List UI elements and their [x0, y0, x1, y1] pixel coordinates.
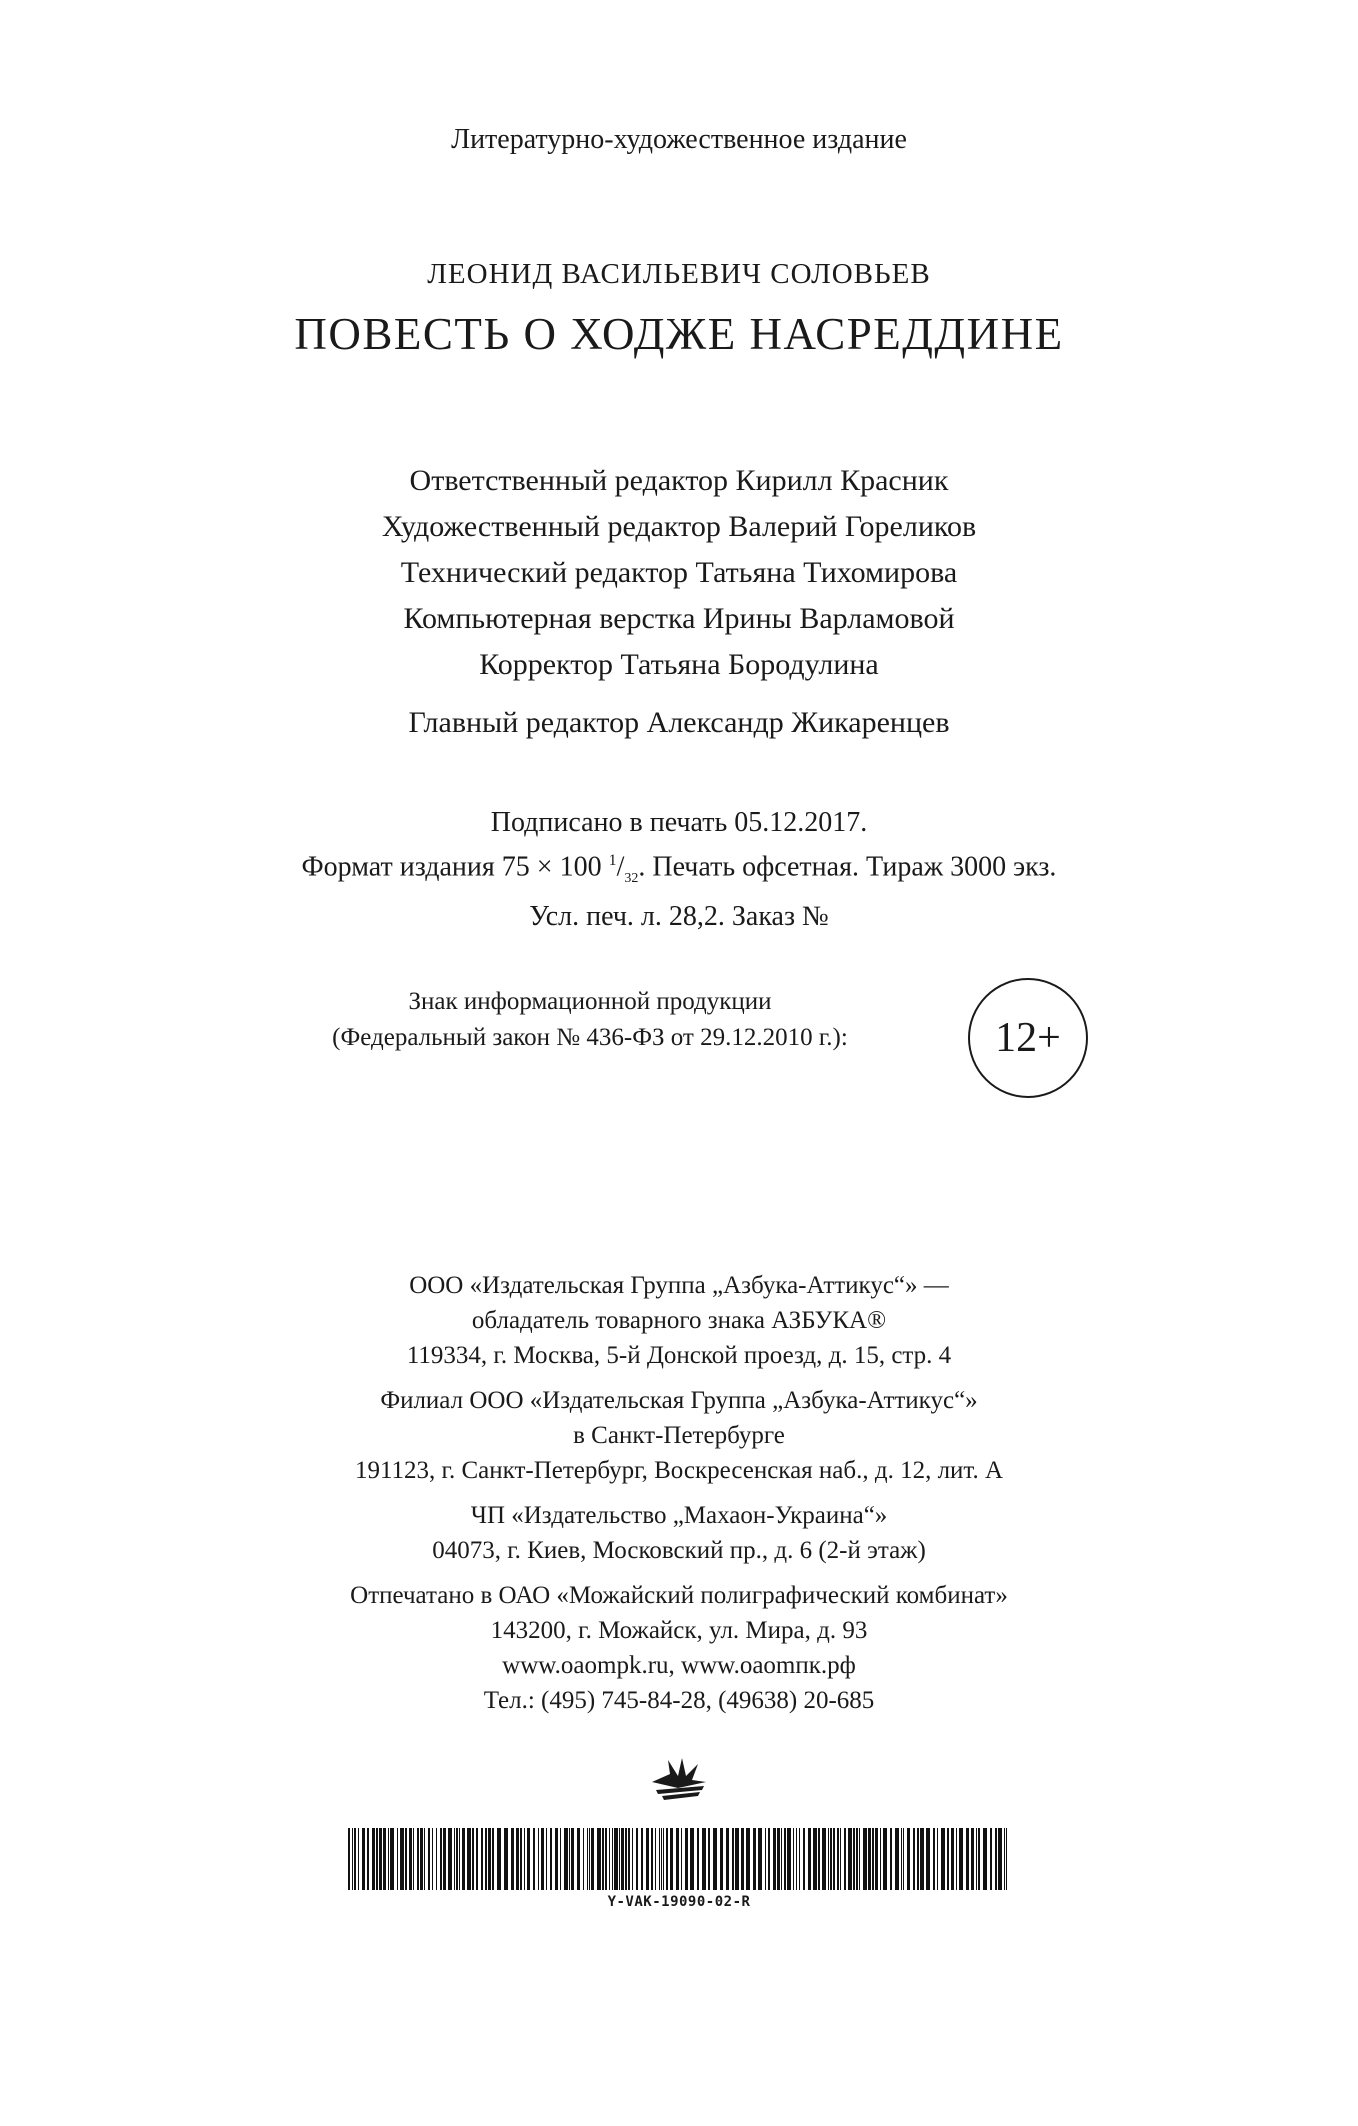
barcode-bar: [868, 1828, 871, 1890]
signed-to-print: Подписано в печать 05.12.2017.: [490, 807, 868, 838]
barcode-bar: [890, 1828, 892, 1890]
barcode-bar: [690, 1828, 694, 1890]
publisher-line: обладатель товарного знака АЗБУКА®: [471, 1307, 887, 1334]
format-denominator: 32: [624, 870, 639, 886]
barcode-bar: [467, 1828, 471, 1890]
barcode-bar: [830, 1828, 832, 1890]
barcode-bar: [538, 1828, 539, 1890]
edition-type: Литературно-художественное издание: [451, 124, 907, 155]
barcode-bar: [971, 1828, 974, 1890]
barcode-bar: [903, 1828, 904, 1890]
barcode-bar: [533, 1828, 535, 1890]
barcode-bar: [659, 1828, 660, 1890]
barcode-bar: [571, 1828, 574, 1890]
printer-line: 143200, г. Можайск, ул. Мира, д. 93: [490, 1617, 868, 1644]
barcode-bar: [405, 1828, 407, 1890]
barcode-bar: [354, 1828, 356, 1890]
barcode-bar: [685, 1828, 688, 1890]
staff-line: Художественный редактор Валерий Гореликов: [381, 510, 977, 543]
staff-line: Корректор Татьяна Бородулина: [479, 648, 879, 681]
barcode-bar: [799, 1828, 800, 1890]
barcode-bar: [998, 1828, 1002, 1890]
barcode-bar: [504, 1828, 508, 1890]
barcode-bar: [614, 1828, 618, 1890]
barcode-bar: [853, 1828, 855, 1890]
barcode-bar: [670, 1828, 673, 1890]
barcode-bar: [758, 1828, 762, 1890]
barcode-bar: [459, 1828, 460, 1890]
barcode-bar: [697, 1828, 699, 1890]
barcode-bar: [376, 1828, 378, 1890]
barcode-bar: [732, 1828, 734, 1890]
print-info: [0, 804, 1358, 936]
barcode-bar: [432, 1828, 433, 1890]
barcode-bar: [597, 1828, 601, 1890]
staff-line: Технический редактор Татьяна Тихомирова: [400, 556, 958, 589]
barcode-bar: [787, 1828, 791, 1890]
barcode-bar: [440, 1828, 442, 1890]
barcode-bar: [746, 1828, 750, 1890]
barcode-bar: [828, 1828, 829, 1890]
publisher-line: Филиал ООО «Издательская Группа „Азбука-Аттикус“»: [380, 1387, 978, 1414]
barcode-bar: [352, 1828, 353, 1890]
barcode-bar: [397, 1828, 398, 1890]
barcode-bar: [666, 1828, 668, 1890]
barcode-bar: [428, 1828, 430, 1890]
barcode-bar: [577, 1828, 580, 1890]
barcode-bar: [813, 1828, 817, 1890]
barcode-bar: [417, 1828, 419, 1890]
barcode-bar: [621, 1828, 624, 1890]
barcode-bar: [777, 1828, 780, 1890]
barcode-bar: [920, 1828, 924, 1890]
barcode-bar: [541, 1828, 544, 1890]
barcode-bar: [913, 1828, 915, 1890]
barcode-bar: [837, 1828, 839, 1890]
barcode-bar: [803, 1828, 805, 1890]
barcode-bar: [872, 1828, 874, 1890]
barcode-bar: [959, 1828, 963, 1890]
barcode-bar: [990, 1828, 992, 1890]
barcode-bar: [362, 1828, 365, 1890]
barcode-bar: [520, 1828, 522, 1890]
barcode-bar: [863, 1828, 867, 1890]
barcode-bar: [995, 1828, 997, 1890]
barcode-label: Y-VAK-19090-02-R: [607, 1894, 751, 1910]
barcode-bar: [583, 1828, 584, 1890]
barcode-bar: [844, 1828, 846, 1890]
barcode-bar: [895, 1828, 899, 1890]
barcode-bar: [741, 1828, 744, 1890]
barcode-bar: [372, 1828, 375, 1890]
barcode-bar: [472, 1828, 474, 1890]
barcode-bar: [796, 1828, 797, 1890]
barcode-bar: [636, 1828, 638, 1890]
barcode-bar: [646, 1828, 649, 1890]
barcode-bar: [713, 1828, 717, 1890]
barcode-bar: [625, 1828, 627, 1890]
barcode-bar: [560, 1828, 561, 1890]
barcode-bar: [383, 1828, 386, 1890]
barcode-bar: [454, 1828, 455, 1890]
barcode-bar: [808, 1828, 811, 1890]
info-product-label: Знак информационной продукции: [408, 988, 772, 1015]
format-line: Формат издания 75 × 100 $^1/_{32}$. Печать офсетная. Тираж 3000 экз.: [301, 851, 1057, 886]
barcode-bar: [883, 1828, 887, 1890]
barcode-bar: [655, 1828, 656, 1890]
barcode-bar: [933, 1828, 935, 1890]
barcode-bar: [901, 1828, 902, 1890]
barcode-bar: [589, 1828, 590, 1890]
barcode-bar: [773, 1828, 776, 1890]
barcode-bar: [768, 1828, 770, 1890]
barcode-bar: [976, 1828, 977, 1890]
barcode-bar: [546, 1828, 547, 1890]
print-sheets: Усл. печ. л. 28,2. Заказ №: [529, 900, 829, 932]
barcode-bar: [781, 1828, 782, 1890]
barcode-bar: [726, 1828, 729, 1890]
barcode-bar: [941, 1828, 945, 1890]
barcode-bar: [524, 1828, 525, 1890]
barcode-bar: [443, 1828, 446, 1890]
barcode-bar: [609, 1828, 610, 1890]
barcode-bar: [511, 1828, 514, 1890]
chief-editor: Главный редактор Александр Жикаренцев: [408, 706, 950, 739]
barcode-bar: [632, 1828, 633, 1890]
staff-list: [0, 458, 1358, 688]
barcode-bar: [735, 1828, 739, 1890]
barcode-bar: [818, 1828, 820, 1890]
barcode-bar: [516, 1828, 519, 1890]
barcode-bar: [840, 1828, 841, 1890]
barcode-bar: [436, 1828, 437, 1890]
format-suffix: . Печать офсетная. Тираж 3000 экз.: [638, 851, 1057, 883]
barcode-bar: [485, 1828, 487, 1890]
barcode-bar: [681, 1828, 682, 1890]
barcode-bar: [676, 1828, 679, 1890]
barcode-bar: [702, 1828, 706, 1890]
barcode-bar: [488, 1828, 491, 1890]
barcode-bar: [619, 1828, 620, 1890]
barcode-bar: [409, 1828, 412, 1890]
publisher-line: 04073, г. Киев, Московский пр., д. 6 (2-й этаж): [432, 1537, 926, 1564]
barcode-bar: [966, 1828, 969, 1890]
barcode-bar: [978, 1828, 980, 1890]
barcode-bar: [492, 1828, 494, 1890]
barcode-bar: [448, 1828, 452, 1890]
barcode-bar: [822, 1828, 826, 1890]
barcode-bar: [605, 1828, 607, 1890]
barcode-bar: [476, 1828, 478, 1890]
barcode-bar: [462, 1828, 465, 1890]
publisher-line: 119334, г. Москва, 5-й Донской проезд, д. 15, стр. 4: [406, 1342, 952, 1369]
publisher-info: [0, 1268, 1358, 1718]
publisher-line: в Санкт-Петербурге: [573, 1422, 785, 1449]
barcode-bar: [983, 1828, 987, 1890]
barcode-bar: [720, 1828, 723, 1890]
publisher-line: 191123, г. Санкт-Петербург, Воскресенская наб., д. 12, лит. А: [354, 1457, 1004, 1484]
staff-line: Компьютерная верстка Ирины Варламовой: [403, 602, 955, 635]
barcode-bar: [367, 1828, 369, 1890]
barcode-bar: [591, 1828, 594, 1890]
barcode-bar: [564, 1828, 568, 1890]
barcode-bar: [612, 1828, 613, 1890]
barcode-bar: [379, 1828, 382, 1890]
barcode-bar: [400, 1828, 404, 1890]
barcode-bar: [875, 1828, 878, 1890]
printer-line: Отпечатано в ОАО «Можайский полиграфический комбинат»: [350, 1582, 1008, 1609]
publisher-logo-icon: [648, 1752, 710, 1804]
book-title: ПОВЕСТЬ О ХОДЖЕ НАСРЕДДИНЕ: [294, 309, 1064, 359]
barcode-bar: [641, 1828, 643, 1890]
info-product-law: (Федеральный закон № 436-ФЗ от 29.12.2010 г.):: [332, 1024, 848, 1051]
barcode-bar: [951, 1828, 954, 1890]
printer-line: Тел.: (495) 745-84-28, (49638) 20-685: [483, 1687, 875, 1714]
barcode-bar: [527, 1828, 530, 1890]
barcode-bar: [859, 1828, 860, 1890]
barcode-bar: [1006, 1828, 1007, 1890]
barcode-bar: [497, 1828, 501, 1890]
barcode-bar: [348, 1828, 350, 1890]
barcode-bar: [628, 1828, 630, 1890]
barcode-bar: [456, 1828, 458, 1890]
barcode-bar: [917, 1828, 919, 1890]
barcode-bar: [420, 1828, 423, 1890]
barcode-bar: [956, 1828, 957, 1890]
barcode-bar: [550, 1828, 552, 1890]
barcode: [348, 1828, 1010, 1890]
printer-line: www.oaompk.ru, www.oaomпк.рф: [502, 1652, 856, 1679]
barcode-bar: [856, 1828, 858, 1890]
barcode-bar: [708, 1828, 710, 1890]
barcode-bar: [765, 1828, 766, 1890]
age-rating-badge: 12+: [968, 978, 1088, 1098]
barcode-bar: [663, 1828, 664, 1890]
staff-line: Ответственный редактор Кирилл Красник: [409, 464, 949, 497]
barcode-bar: [661, 1828, 662, 1890]
barcode-bar: [926, 1828, 930, 1890]
barcode-bar: [753, 1828, 756, 1890]
author-name: ЛЕОНИД ВАСИЛЬЕВИЧ СОЛОВЬЕВ: [427, 258, 931, 290]
format-prefix: Формат издания 75 × 100: [301, 851, 609, 883]
barcode-bar: [587, 1828, 588, 1890]
barcode-bar: [793, 1828, 794, 1890]
barcode-bar: [602, 1828, 604, 1890]
publisher-line: ЧП «Издательство „Махаон-Украина“»: [470, 1502, 888, 1529]
publisher-line: ООО «Издательская Группа „Азбука-Аттикус“» —: [409, 1272, 949, 1299]
barcode-bar: [413, 1828, 414, 1890]
barcode-bar: [848, 1828, 852, 1890]
barcode-bar: [424, 1828, 425, 1890]
barcode-bar: [651, 1828, 653, 1890]
format-numerator: 1: [608, 852, 617, 869]
barcode-bar: [388, 1828, 389, 1890]
barcode-bar: [481, 1828, 483, 1890]
barcode-bar: [947, 1828, 949, 1890]
barcode-bar: [358, 1828, 359, 1890]
barcode-bar: [390, 1828, 394, 1890]
barcode-bar: [937, 1828, 938, 1890]
barcode-bar: [907, 1828, 910, 1890]
barcode-bar: [784, 1828, 786, 1890]
barcode-bar: [555, 1828, 558, 1890]
barcode-bar: [569, 1828, 570, 1890]
barcode-bar: [833, 1828, 835, 1890]
barcode-bar: [1004, 1828, 1005, 1890]
barcode-bar: [880, 1828, 881, 1890]
